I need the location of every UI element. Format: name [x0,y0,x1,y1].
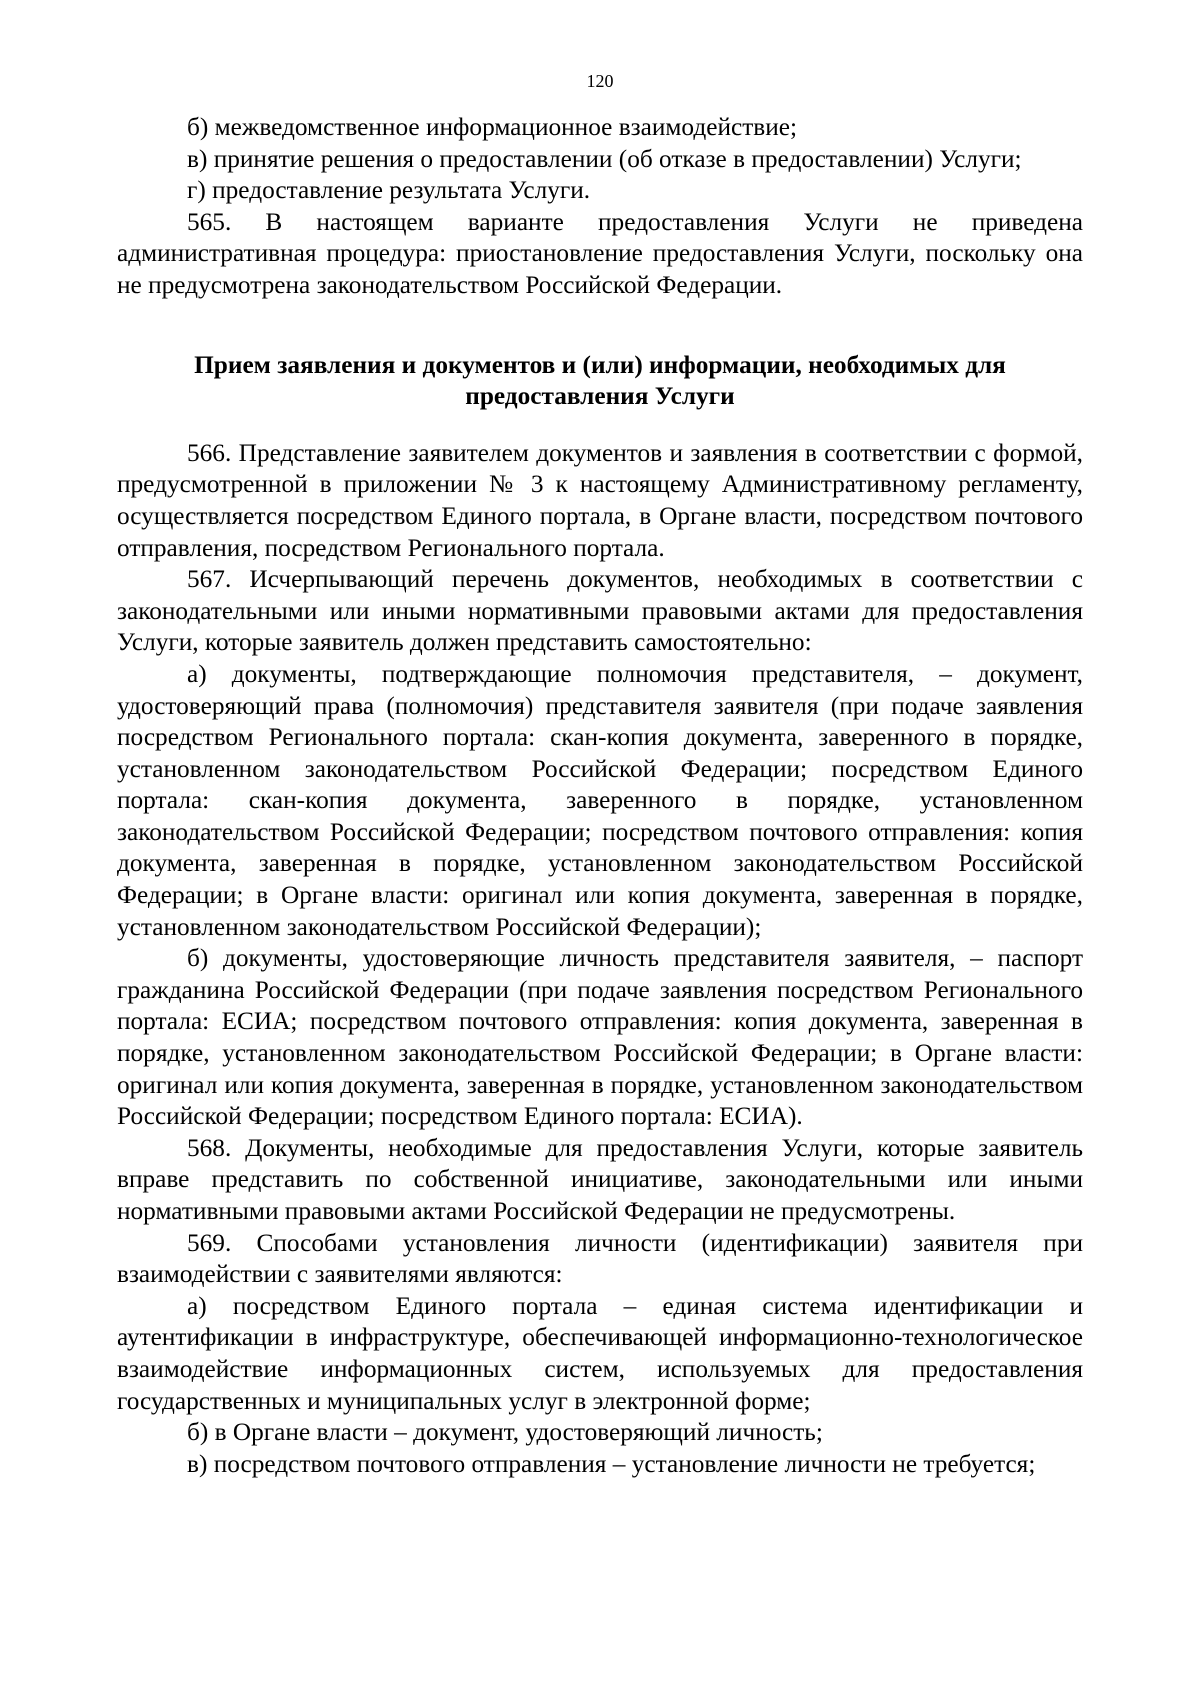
paragraph-569-v: в) посредством почтового отправления – установление личности не требуется; [187,1449,1036,1478]
paragraph-569-a: а) посредством Единого портала – единая система идентификации и аутентификации в инфраструктуре, обеспечивающей информационно-технологическое взаимодействие информационных систем, используемых для предоставления государственных и муниципальных услуг в электронной форме; [117,1291,1083,1415]
section-heading [117,350,1083,413]
list-item-v-decision: в) принятие решения о предоставлении (об отказе в предоставлении) Услуги; [187,144,1022,173]
section-heading-line-1: Прием заявления и документов и (или) информации, необходимых для [194,350,1006,379]
paragraph-567: 567. Исчерпывающий перечень документов, необходимых в соответствии с законодательными или иными нормативными правовыми актами для предоставления Услуги, которые заявитель должен представить самостоятельно: [117,565,1083,657]
section-heading-line-2: предоставления Услуги [465,382,735,411]
list-item-g-result: г) предоставление результата Услуги. [187,176,591,205]
paragraph-565: 565. В настоящем варианте предоставления Услуги не приведена административная процедура: приостановление предоставления Услуги, поскольку она не предусмотрена законодательством Российской Федерации. [117,207,1083,299]
paragraph-567-a: а) документы, подтверждающие полномочия представителя, – документ, удостоверяющий права (полномочия) представителя заявителя (при подаче заявления посредством Регионального портала: скан-копия документа, заверенного в порядке, установленном законодательством Российской Федерации; посредством Единого портала: скан-копия документа, заверенного в порядке, установленном законодательством Российской Федерации; посредством почтового отправления: копия документа, заверенная в порядке, установленном законодательством Российской Федерации; в Органе власти: оригинал или копия документа, заверенная в порядке, установленном законодательством Российской Федерации); [117,659,1083,941]
paragraph-567-b: б) документы, удостоверяющие личность представителя заявителя, – паспорт гражданина Российской Федерации (при подаче заявления посредством Регионального портала: ЕСИА; посредством почтового отправления: копия документа, заверенная в порядке, установленном законодательством Российской Федерации; в Органе власти: оригинал или копия документа, заверенная в порядке, установленном законодательством Российской Федерации; посредством Единого портала: ЕСИА). [117,944,1083,1131]
list-item-b-interagency: б) межведомственное информационное взаимодействие; [187,113,798,141]
document-body [117,112,1083,1480]
paragraph-569: 569. Способами установления личности (идентификации) заявителя при взаимодействии с заявителями являются: [117,1228,1083,1289]
paragraph-566: 566. Представление заявителем документов и заявления в соответствии с формой, предусмотренной в приложении № 3 к настоящему Административному регламенту, осуществляется посредством Единого портала, в Органе власти, посредством почтового отправления, посредством Регионального портала. [117,438,1083,562]
paragraph-568: 568. Документы, необходимые для предоставления Услуги, которые заявитель вправе представить по собственной инициативе, законодательными или иными нормативными правовыми актами Российской Федерации не предусмотрены. [117,1133,1083,1225]
page-number: 120 [586,71,614,91]
paragraph-569-b: б) в Органе власти – документ, удостоверяющий личность; [187,1418,823,1447]
